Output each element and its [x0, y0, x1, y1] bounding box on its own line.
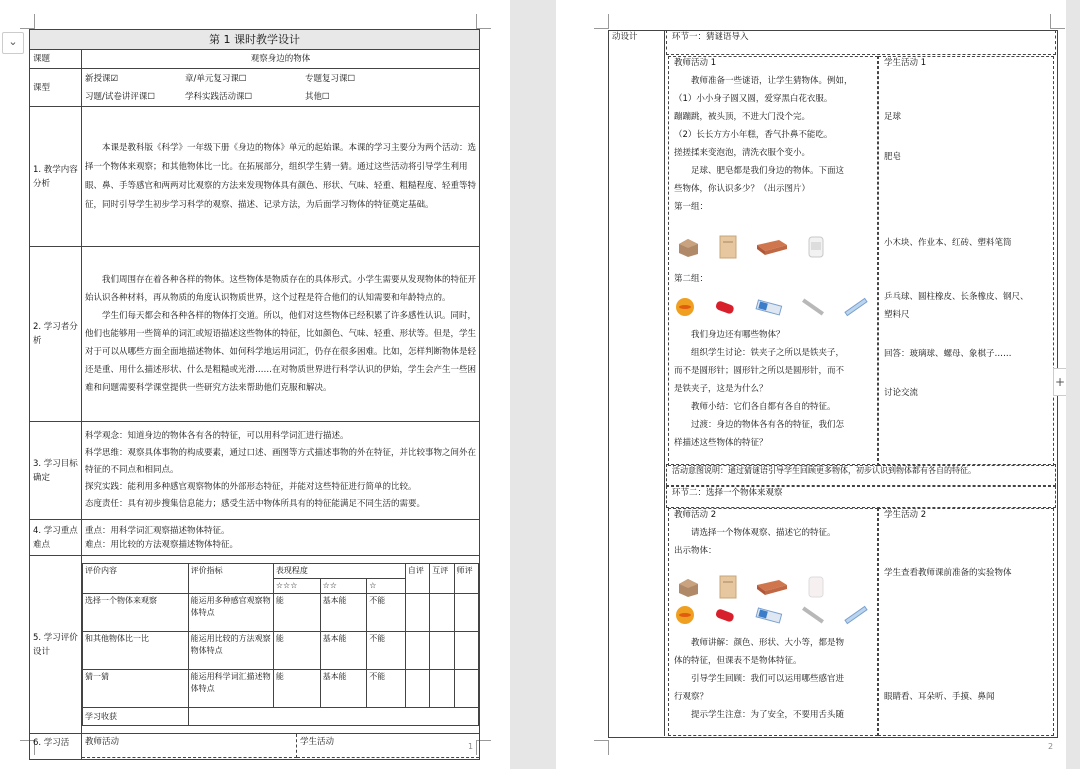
- evaluation-cell: [82, 556, 480, 734]
- t1b-line: 组织学生讨论：铁夹子之所以是铁夹子，: [691, 348, 845, 358]
- student-activity-1-box: [878, 56, 1054, 466]
- eval-self-cell[interactable]: [405, 632, 429, 670]
- eval-l1: 能: [273, 594, 320, 632]
- type-row-2: [85, 90, 476, 104]
- plastic-ruler-icon: [843, 605, 869, 625]
- t1b-line: 而不是圆形针；圆形针之所以是圆形针，而不: [674, 366, 845, 376]
- section-2-text-2: 学生们每天都会和各种各样的物体打交道。所以，他们对这些物体已经积累了许多感性认识。同时，他们也能够用一些简单的词汇或短语描述这些物体的特征，比如颜色、气味、轻重、形状等。但是，学生对于可以从哪些方面全面地描述物体、如何科学地运用词汇，仍存在很多困难。比如，怎样判断物体是轻还是重、用什么描述形状、什么是粗糙或光滑……在对物质世界进行科学认识的伊始，学生会产生一些困难和问题需要科学课堂提供一些研究方法来帮助他们克服和解决。: [85, 311, 477, 393]
- eval-header: 评价指标: [188, 564, 273, 594]
- eval-header: 评价内容: [83, 564, 189, 594]
- section-1-text: 本课是教科版《科学》一年级下册《身边的物体》单元的起始课。本课的学习主要分为两个活动：选择一个物体来观察；和其他物体比一比。在拓展部分，组织学生猜一猜。通过这些活动将引导学生利用眼、鼻、手等感官和两两对比观察的方法来发现物体具有颜色、形状、气味、轻重、粗糙程度、轻重等特征，同时引导学生初步学习科学的观察、描述、记录方法，为后面学习物体的特征奠定基础。: [85, 142, 477, 210]
- eval-l1: 能: [273, 670, 320, 708]
- add-plus-icon[interactable]: +: [1053, 368, 1066, 396]
- teacher-activity-1-text: [674, 72, 874, 216]
- eval-l2: 基本能: [320, 670, 367, 708]
- corner-mark: [594, 740, 609, 755]
- section-6-label: 6. 学习活: [30, 734, 82, 760]
- topic-value: 观察身边的物体: [82, 50, 480, 69]
- long-eraser-icon: [755, 298, 783, 316]
- corner-mark: [594, 14, 609, 29]
- t1b-line: 过渡：身边的物体各有各的特征，我们怎: [691, 420, 845, 430]
- eval-l3: 不能: [367, 670, 406, 708]
- plastic-pen-holder-icon: [806, 574, 826, 600]
- t2b-line: 体的特征，但课表不是物体特征。: [674, 656, 802, 666]
- section-4-content: [82, 520, 480, 556]
- section-1-label: 1. 教学内容分析: [30, 107, 82, 247]
- page-number: 1: [468, 742, 474, 751]
- teacher-activity-1-title: 教师活动 1: [674, 58, 717, 68]
- eval-l1: 能: [273, 632, 320, 670]
- red-brick-icon: [755, 237, 789, 257]
- corner-mark: [1050, 14, 1065, 29]
- eval-header: 师评: [454, 564, 478, 594]
- group-1-images: [676, 234, 840, 260]
- document-page-2: [556, 0, 1066, 769]
- t1-line: 第一组：: [674, 202, 709, 212]
- long-eraser-icon: [755, 606, 783, 624]
- eval-peer-cell[interactable]: [430, 594, 454, 632]
- eval-content: 猜一猜: [83, 670, 189, 708]
- teacher-activity-2-text-2: [674, 634, 874, 724]
- student-activity-header: 学生活动: [297, 734, 479, 758]
- section-6-content: [82, 734, 480, 760]
- teacher-activity-header: 教师活动: [82, 734, 297, 758]
- eval-header: 表现程度: [273, 564, 405, 579]
- eval-header: 互评: [430, 564, 454, 594]
- eval-indicator: 能运用多种感官观察物体特点: [188, 594, 273, 632]
- t1-line: （2）长长方方小年糕，香气扑鼻不能吃。: [674, 130, 833, 140]
- t1-line: 些物体，你认识多少？（出示图片）: [674, 184, 811, 194]
- wood-block-icon: [676, 236, 700, 258]
- objective-line: 科学思维：观察具体事物的构成要素，通过口述、画图等方式描述事物的外在特征，并比较事物之间外在特征的不同点和相同点。: [85, 448, 477, 475]
- steel-ruler-icon: [800, 297, 826, 317]
- type-option[interactable]: 新授课☑: [85, 73, 119, 84]
- student-activity-1-title: 学生活动 1: [884, 58, 927, 68]
- eval-indicator: 能运用科学词汇描述物体特点: [188, 670, 273, 708]
- student-answer-list: 回答：玻璃球、螺母、象棋子……: [884, 349, 1012, 359]
- link-2-title: 环节二：选择一个物体来观察: [672, 488, 783, 498]
- t1-line: 教师准备一些谜语，让学生猜物体。例如，: [691, 76, 853, 86]
- objective-line: 科学观念：知道身边的物体各有各的特征，可以用科学词汇进行描述。: [85, 431, 349, 441]
- type-row-1: [85, 72, 476, 86]
- eval-content: 和其他物体比一比: [83, 632, 189, 670]
- eval-content: 选择一个物体来观察: [83, 594, 189, 632]
- corner-mark: [20, 14, 35, 29]
- teacher-activity-2-text: [674, 524, 874, 560]
- activity-intent-text: 活动意图说明：通过猜谜语引导学生回顾更多物体，初步认识到物体都有各自的特征。: [672, 466, 976, 475]
- section-5-label: 5. 学习评价设计: [30, 556, 82, 734]
- eval-l3: 不能: [367, 632, 406, 670]
- t2b-line: 行观察？: [674, 692, 709, 702]
- eval-teacher-cell[interactable]: [454, 632, 478, 670]
- link-1-title: 环节一：猜谜语导入: [672, 32, 749, 42]
- eval-teacher-cell[interactable]: [454, 670, 478, 708]
- lesson-design-table: [29, 29, 480, 760]
- t1b-line: 教师小结：它们各自都有各自的特征。: [691, 402, 836, 412]
- student-answer-soap: 肥皂: [884, 152, 902, 162]
- student-observe: 学生查看教师课前准备的实验物体: [884, 568, 1012, 578]
- eval-level: ☆☆☆: [273, 579, 320, 594]
- left-column-label: 动设计: [612, 32, 638, 42]
- ping-pong-ball-icon: [674, 604, 696, 626]
- eval-indicator: 能运用比较的方法观察物体特点: [188, 632, 273, 670]
- objective-line: 态度责任：具有初步搜集信息能力；感受生活中物体所具有的特征能满足不同生活的需要。: [85, 499, 426, 509]
- type-option[interactable]: 章/单元复习课☐: [185, 73, 247, 84]
- objects-row-1-images: [676, 574, 840, 600]
- activity-header: [82, 734, 479, 758]
- student-group-2b: 塑料尺: [884, 310, 910, 320]
- cylinder-eraser-icon: [713, 606, 739, 624]
- t1-line: 搓搓揉来变泡泡，清洗衣服个变小。: [674, 148, 811, 158]
- cylinder-eraser-icon: [713, 298, 739, 316]
- page-number: 2: [1048, 742, 1054, 751]
- plastic-ruler-icon: [843, 297, 869, 317]
- eval-l2: 基本能: [320, 594, 367, 632]
- type-option[interactable]: 其他☐: [305, 91, 330, 102]
- section-2-content: [82, 247, 480, 422]
- key-point: 重点：用科学词汇观察描述物体特征。: [85, 525, 230, 536]
- eval-teacher-cell[interactable]: [454, 594, 478, 632]
- wood-block-icon: [676, 576, 700, 598]
- eval-gain-cell[interactable]: [188, 708, 478, 726]
- section-3-content: [82, 422, 480, 520]
- type-option[interactable]: 习题/试卷讲评课☐: [85, 91, 155, 102]
- page-title: 第 1 课时教学设计: [30, 30, 480, 50]
- section-4-label: 4. 学习重点难点: [30, 520, 82, 556]
- eval-self-cell[interactable]: [405, 670, 429, 708]
- section-1-content: [82, 107, 480, 247]
- ping-pong-ball-icon: [674, 296, 696, 318]
- notebook-icon: [717, 234, 739, 260]
- corner-mark: [476, 14, 491, 29]
- t1-line: （1）小小身子圆又圆，爱穿黑白花衣服。: [674, 94, 833, 104]
- collapse-chevron-icon[interactable]: ⌄: [2, 32, 24, 54]
- eval-level: ☆: [367, 579, 406, 594]
- t2-line: 请选择一个物体观察、描述它的特征。: [691, 528, 836, 538]
- type-label: 课型: [30, 69, 82, 107]
- eval-header: 自评: [405, 564, 429, 594]
- t2-line: 出示物体：: [674, 546, 717, 556]
- document-page-1: [0, 0, 510, 769]
- type-options: [82, 69, 480, 107]
- student-discuss: 讨论交流: [884, 388, 919, 398]
- eval-peer-cell[interactable]: [430, 632, 454, 670]
- eval-l2: 基本能: [320, 632, 367, 670]
- eval-peer-cell[interactable]: [430, 670, 454, 708]
- t1b-line: 我们身边还有哪些物体？: [691, 330, 785, 340]
- type-option[interactable]: 专题复习课☐: [305, 73, 356, 84]
- section-3-label: 3. 学习目标确定: [30, 422, 82, 520]
- eval-level: ☆☆: [320, 579, 367, 594]
- group-2-images: [674, 296, 883, 318]
- t1b-line: 样描述这些物体的特征？: [674, 438, 768, 448]
- t1-line: 蹦蹦跳，被头顶，不进大门没个完。: [674, 112, 811, 122]
- difficulty-point: 难点：用比较的方法观察描述物体特征。: [85, 539, 239, 550]
- t1b-line: 是铁夹子，这是为什么？: [674, 384, 768, 394]
- t2b-line: 引导学生回顾：我们可以运用哪些感官进: [691, 674, 845, 684]
- objects-row-2-images: [674, 604, 883, 626]
- objective-line: 探究实践：能利用多种感官观察物体的外部形态特征，并能对这些特征进行简单的比较。: [85, 482, 417, 492]
- type-option[interactable]: 学科实践活动课☐: [185, 91, 253, 102]
- student-answer-football: 足球: [884, 112, 902, 122]
- t1-line: 足球、肥皂都是我们身边的物体。下面这: [691, 166, 845, 176]
- eval-self-cell[interactable]: [405, 594, 429, 632]
- student-senses: 眼睛看、耳朵听、手摸、鼻闻: [884, 692, 995, 702]
- section-2-label: 2. 学习者分析: [30, 247, 82, 422]
- plastic-pen-holder-icon: [806, 234, 826, 260]
- notebook-icon: [717, 574, 739, 600]
- activity-left-column: [608, 30, 665, 736]
- student-activity-2-title: 学生活动 2: [884, 510, 927, 520]
- eval-l3: 不能: [367, 594, 406, 632]
- red-brick-icon: [755, 577, 789, 597]
- t2b-line: 提示学生注意：为了安全，不要用舌头随: [691, 710, 845, 720]
- section-2-text-1: 我们周围存在着各种各样的物体。这些物体是物质存在的具体形式。小学生需要从发现物体的特征开始认识各种材料，再从物质的角度认识物质世界，这个过程是符合他们的认知需要和年龄特点的。: [85, 275, 477, 303]
- steel-ruler-icon: [800, 605, 826, 625]
- teacher-activity-1-text-2: [674, 326, 874, 452]
- student-group-2a: 乒乓球、圆柱橡皮、长条橡皮、钢尺、: [884, 292, 1029, 302]
- group-2-label: 第二组：: [674, 274, 709, 284]
- evaluation-table: [82, 563, 479, 726]
- eval-gain-label: 学习收获: [83, 708, 189, 726]
- t2b-line: 教师讲解：颜色、形状、大小等，都是物: [691, 638, 845, 648]
- teacher-activity-2-title: 教师活动 2: [674, 510, 717, 520]
- student-group-1: 小木块、作业本、红砖、塑料笔筒: [884, 238, 1012, 248]
- topic-label: 课题: [30, 50, 82, 69]
